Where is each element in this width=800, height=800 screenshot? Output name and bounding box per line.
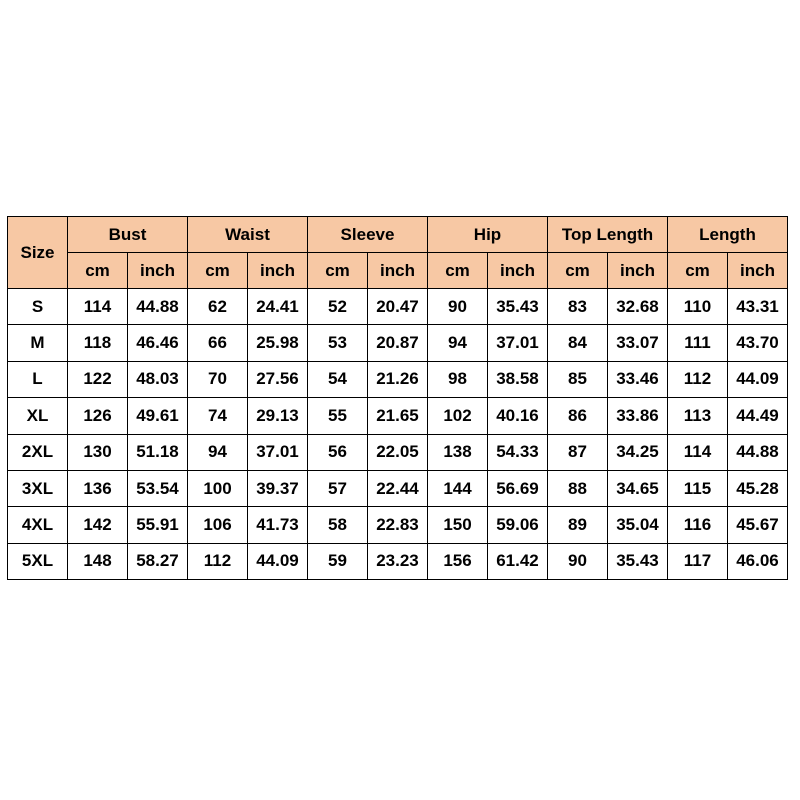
cm-value-cell: 59 bbox=[308, 543, 368, 579]
size-cell: 4XL bbox=[8, 507, 68, 543]
cm-value-cell: 56 bbox=[308, 434, 368, 470]
inch-value-cell: 22.83 bbox=[368, 507, 428, 543]
inch-value-cell: 48.03 bbox=[128, 361, 188, 397]
inch-value-cell: 34.25 bbox=[608, 434, 668, 470]
cm-value-cell: 106 bbox=[188, 507, 248, 543]
inch-value-cell: 33.07 bbox=[608, 325, 668, 361]
size-cell: 5XL bbox=[8, 543, 68, 579]
cm-value-cell: 136 bbox=[68, 470, 128, 506]
cm-value-cell: 84 bbox=[548, 325, 608, 361]
cm-value-cell: 54 bbox=[308, 361, 368, 397]
size-cell: XL bbox=[8, 398, 68, 434]
inch-value-cell: 45.28 bbox=[728, 470, 788, 506]
inch-value-cell: 22.44 bbox=[368, 470, 428, 506]
inch-value-cell: 44.88 bbox=[728, 434, 788, 470]
inch-value-cell: 21.65 bbox=[368, 398, 428, 434]
cm-value-cell: 83 bbox=[548, 289, 608, 325]
cm-value-cell: 130 bbox=[68, 434, 128, 470]
cm-value-cell: 52 bbox=[308, 289, 368, 325]
inch-value-cell: 34.65 bbox=[608, 470, 668, 506]
table-row bbox=[8, 470, 788, 506]
inch-value-cell: 24.41 bbox=[248, 289, 308, 325]
cm-value-cell: 90 bbox=[548, 543, 608, 579]
cm-value-cell: 53 bbox=[308, 325, 368, 361]
inch-value-cell: 54.33 bbox=[488, 434, 548, 470]
unit-header-cm: cm bbox=[308, 253, 368, 289]
size-cell: L bbox=[8, 361, 68, 397]
inch-value-cell: 35.43 bbox=[488, 289, 548, 325]
cm-value-cell: 156 bbox=[428, 543, 488, 579]
table-row bbox=[8, 289, 788, 325]
size-header: Size bbox=[8, 217, 68, 289]
inch-value-cell: 44.09 bbox=[728, 361, 788, 397]
unit-header-cm: cm bbox=[428, 253, 488, 289]
unit-header-inch: inch bbox=[488, 253, 548, 289]
unit-header-cm: cm bbox=[548, 253, 608, 289]
table-body bbox=[8, 289, 788, 580]
cm-value-cell: 115 bbox=[668, 470, 728, 506]
cm-value-cell: 58 bbox=[308, 507, 368, 543]
inch-value-cell: 21.26 bbox=[368, 361, 428, 397]
table-row bbox=[8, 398, 788, 434]
cm-value-cell: 113 bbox=[668, 398, 728, 434]
table-header bbox=[8, 217, 788, 289]
cm-value-cell: 114 bbox=[668, 434, 728, 470]
column-group-header: Top Length bbox=[548, 217, 668, 253]
inch-value-cell: 46.46 bbox=[128, 325, 188, 361]
inch-value-cell: 49.61 bbox=[128, 398, 188, 434]
cm-value-cell: 94 bbox=[428, 325, 488, 361]
size-chart-table bbox=[7, 216, 788, 580]
unit-header-cm: cm bbox=[68, 253, 128, 289]
inch-value-cell: 58.27 bbox=[128, 543, 188, 579]
inch-value-cell: 32.68 bbox=[608, 289, 668, 325]
column-group-header: Hip bbox=[428, 217, 548, 253]
cm-value-cell: 112 bbox=[188, 543, 248, 579]
inch-value-cell: 38.58 bbox=[488, 361, 548, 397]
size-cell: 2XL bbox=[8, 434, 68, 470]
cm-value-cell: 55 bbox=[308, 398, 368, 434]
cm-value-cell: 116 bbox=[668, 507, 728, 543]
cm-value-cell: 122 bbox=[68, 361, 128, 397]
inch-value-cell: 37.01 bbox=[488, 325, 548, 361]
inch-value-cell: 35.43 bbox=[608, 543, 668, 579]
inch-value-cell: 43.70 bbox=[728, 325, 788, 361]
inch-value-cell: 33.46 bbox=[608, 361, 668, 397]
inch-value-cell: 35.04 bbox=[608, 507, 668, 543]
inch-value-cell: 23.23 bbox=[368, 543, 428, 579]
cm-value-cell: 150 bbox=[428, 507, 488, 543]
cm-value-cell: 85 bbox=[548, 361, 608, 397]
inch-value-cell: 39.37 bbox=[248, 470, 308, 506]
cm-value-cell: 138 bbox=[428, 434, 488, 470]
cm-value-cell: 110 bbox=[668, 289, 728, 325]
inch-value-cell: 55.91 bbox=[128, 507, 188, 543]
inch-value-cell: 27.56 bbox=[248, 361, 308, 397]
cm-value-cell: 88 bbox=[548, 470, 608, 506]
header-unit-row bbox=[8, 253, 788, 289]
inch-value-cell: 22.05 bbox=[368, 434, 428, 470]
table-row bbox=[8, 361, 788, 397]
inch-value-cell: 44.09 bbox=[248, 543, 308, 579]
inch-value-cell: 41.73 bbox=[248, 507, 308, 543]
unit-header-cm: cm bbox=[668, 253, 728, 289]
cm-value-cell: 144 bbox=[428, 470, 488, 506]
size-cell: M bbox=[8, 325, 68, 361]
unit-header-inch: inch bbox=[248, 253, 308, 289]
cm-value-cell: 87 bbox=[548, 434, 608, 470]
inch-value-cell: 20.87 bbox=[368, 325, 428, 361]
cm-value-cell: 94 bbox=[188, 434, 248, 470]
cm-value-cell: 70 bbox=[188, 361, 248, 397]
inch-value-cell: 53.54 bbox=[128, 470, 188, 506]
cm-value-cell: 114 bbox=[68, 289, 128, 325]
cm-value-cell: 102 bbox=[428, 398, 488, 434]
unit-header-cm: cm bbox=[188, 253, 248, 289]
unit-header-inch: inch bbox=[128, 253, 188, 289]
inch-value-cell: 25.98 bbox=[248, 325, 308, 361]
cm-value-cell: 111 bbox=[668, 325, 728, 361]
inch-value-cell: 59.06 bbox=[488, 507, 548, 543]
column-group-header: Waist bbox=[188, 217, 308, 253]
table-row bbox=[8, 434, 788, 470]
unit-header-inch: inch bbox=[728, 253, 788, 289]
cm-value-cell: 57 bbox=[308, 470, 368, 506]
cm-value-cell: 118 bbox=[68, 325, 128, 361]
cm-value-cell: 86 bbox=[548, 398, 608, 434]
column-group-header: Length bbox=[668, 217, 788, 253]
cm-value-cell: 98 bbox=[428, 361, 488, 397]
inch-value-cell: 61.42 bbox=[488, 543, 548, 579]
inch-value-cell: 44.88 bbox=[128, 289, 188, 325]
cm-value-cell: 100 bbox=[188, 470, 248, 506]
inch-value-cell: 56.69 bbox=[488, 470, 548, 506]
inch-value-cell: 37.01 bbox=[248, 434, 308, 470]
inch-value-cell: 46.06 bbox=[728, 543, 788, 579]
cm-value-cell: 142 bbox=[68, 507, 128, 543]
column-group-header: Bust bbox=[68, 217, 188, 253]
inch-value-cell: 51.18 bbox=[128, 434, 188, 470]
inch-value-cell: 40.16 bbox=[488, 398, 548, 434]
inch-value-cell: 29.13 bbox=[248, 398, 308, 434]
cm-value-cell: 126 bbox=[68, 398, 128, 434]
cm-value-cell: 89 bbox=[548, 507, 608, 543]
cm-value-cell: 62 bbox=[188, 289, 248, 325]
table-row bbox=[8, 325, 788, 361]
inch-value-cell: 20.47 bbox=[368, 289, 428, 325]
table-row bbox=[8, 507, 788, 543]
cm-value-cell: 148 bbox=[68, 543, 128, 579]
cm-value-cell: 112 bbox=[668, 361, 728, 397]
cm-value-cell: 90 bbox=[428, 289, 488, 325]
cm-value-cell: 74 bbox=[188, 398, 248, 434]
size-cell: 3XL bbox=[8, 470, 68, 506]
inch-value-cell: 33.86 bbox=[608, 398, 668, 434]
column-group-header: Sleeve bbox=[308, 217, 428, 253]
inch-value-cell: 44.49 bbox=[728, 398, 788, 434]
size-cell: S bbox=[8, 289, 68, 325]
inch-value-cell: 43.31 bbox=[728, 289, 788, 325]
unit-header-inch: inch bbox=[368, 253, 428, 289]
header-group-row bbox=[8, 217, 788, 253]
table-row bbox=[8, 543, 788, 579]
inch-value-cell: 45.67 bbox=[728, 507, 788, 543]
unit-header-inch: inch bbox=[608, 253, 668, 289]
cm-value-cell: 117 bbox=[668, 543, 728, 579]
cm-value-cell: 66 bbox=[188, 325, 248, 361]
